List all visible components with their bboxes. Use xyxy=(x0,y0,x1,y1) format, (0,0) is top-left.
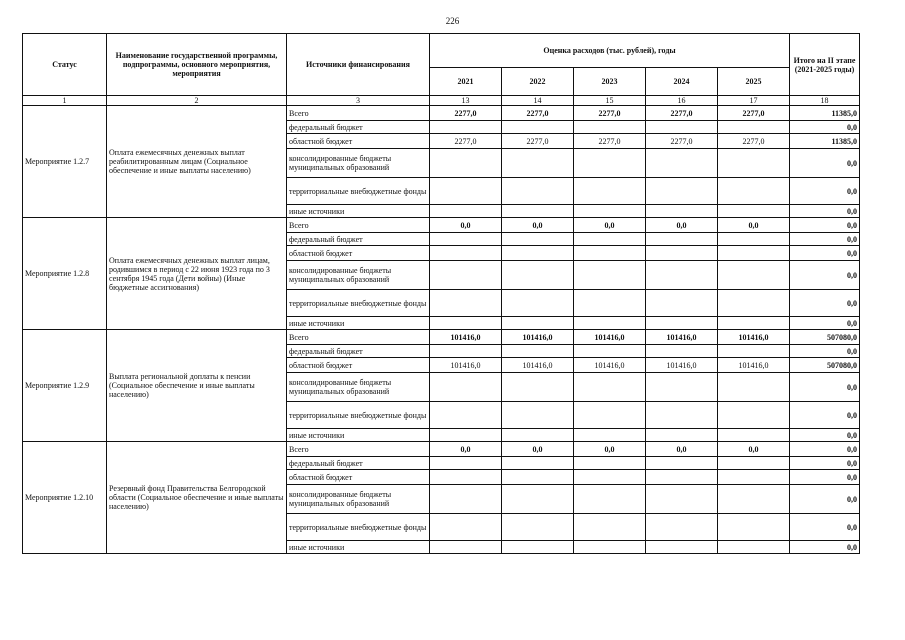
year-value: 0,0 xyxy=(502,218,574,233)
year-value xyxy=(502,402,574,429)
funding-source: территориальные внебюджетные фонды xyxy=(287,290,430,317)
year-value xyxy=(430,290,502,317)
year-value: 101416,0 xyxy=(574,358,646,373)
year-value xyxy=(718,205,790,218)
year-value xyxy=(718,290,790,317)
stage-total: 0,0 xyxy=(790,290,860,317)
column-index: 15 xyxy=(574,96,646,106)
year-value xyxy=(574,485,646,514)
year-value xyxy=(646,485,718,514)
funding-source: областной бюджет xyxy=(287,470,430,485)
year-value: 101416,0 xyxy=(646,358,718,373)
year-value xyxy=(574,205,646,218)
stage-total: 0,0 xyxy=(790,178,860,205)
stage-total: 0,0 xyxy=(790,429,860,442)
year-value: 101416,0 xyxy=(502,330,574,345)
year-value xyxy=(718,541,790,554)
measure-name: Оплата ежемесячных денежных выплат лицам, родившимся в период с 22 июня 1923 года по 3 сентября 1945 года (Дети войны) (Иные бюджетные ассигнования) xyxy=(107,218,287,330)
stage-total: 507080,0 xyxy=(790,358,860,373)
year-value: 2277,0 xyxy=(646,134,718,149)
year-value xyxy=(718,429,790,442)
year-value xyxy=(502,149,574,178)
stage-total: 0,0 xyxy=(790,246,860,261)
year-value xyxy=(646,178,718,205)
funding-source: иные источники xyxy=(287,541,430,554)
year-value xyxy=(430,470,502,485)
year-value xyxy=(646,345,718,358)
stage-total: 0,0 xyxy=(790,442,860,457)
year-value xyxy=(574,457,646,470)
year-value xyxy=(574,233,646,246)
funding-source: федеральный бюджет xyxy=(287,233,430,246)
year-value: 101416,0 xyxy=(718,358,790,373)
stage-total: 11385,0 xyxy=(790,134,860,149)
year-value: 101416,0 xyxy=(502,358,574,373)
funding-source: областной бюджет xyxy=(287,246,430,261)
year-value: 0,0 xyxy=(718,218,790,233)
year-value: 2277,0 xyxy=(574,106,646,121)
year-value xyxy=(430,457,502,470)
table-row xyxy=(23,330,860,345)
table-row xyxy=(23,106,860,121)
year-value: 2277,0 xyxy=(718,134,790,149)
funding-source: территориальные внебюджетные фонды xyxy=(287,402,430,429)
year-value xyxy=(718,121,790,134)
funding-source: консолидированные бюджеты муниципальных образований xyxy=(287,149,430,178)
year-value: 101416,0 xyxy=(718,330,790,345)
column-index: 16 xyxy=(646,96,718,106)
year-value xyxy=(718,373,790,402)
year-value xyxy=(646,246,718,261)
year-value xyxy=(646,233,718,246)
year-value xyxy=(430,317,502,330)
year-value: 0,0 xyxy=(502,442,574,457)
header-year: 2022 xyxy=(502,68,574,96)
budget-table xyxy=(22,33,860,554)
funding-source: консолидированные бюджеты муниципальных образований xyxy=(287,485,430,514)
funding-source: Всего xyxy=(287,218,430,233)
header-status: Статус xyxy=(23,34,107,96)
year-value: 2277,0 xyxy=(502,106,574,121)
year-value xyxy=(502,261,574,290)
year-value xyxy=(502,246,574,261)
year-value xyxy=(574,261,646,290)
measure-name: Выплата региональной доплаты к пенсии (Социальное обеспечение и иные выплаты населению) xyxy=(107,330,287,442)
header-year: 2021 xyxy=(430,68,502,96)
stage-total: 0,0 xyxy=(790,205,860,218)
year-value xyxy=(502,345,574,358)
funding-source: федеральный бюджет xyxy=(287,345,430,358)
year-value: 0,0 xyxy=(430,218,502,233)
column-index: 1 xyxy=(23,96,107,106)
funding-source: федеральный бюджет xyxy=(287,457,430,470)
year-value xyxy=(574,345,646,358)
year-value xyxy=(502,541,574,554)
year-value xyxy=(502,205,574,218)
year-value xyxy=(718,402,790,429)
year-value xyxy=(574,373,646,402)
column-index: 2 xyxy=(107,96,287,106)
year-value: 2277,0 xyxy=(574,134,646,149)
stage-total: 0,0 xyxy=(790,261,860,290)
stage-total: 0,0 xyxy=(790,149,860,178)
year-value xyxy=(646,429,718,442)
year-value xyxy=(718,317,790,330)
year-value xyxy=(646,121,718,134)
table-row xyxy=(23,442,860,457)
year-value: 0,0 xyxy=(646,218,718,233)
funding-source: областной бюджет xyxy=(287,358,430,373)
funding-source: иные источники xyxy=(287,429,430,442)
year-value: 0,0 xyxy=(646,442,718,457)
year-value xyxy=(502,514,574,541)
measure-status: Мероприятие 1.2.7 xyxy=(23,106,107,218)
year-value: 0,0 xyxy=(574,218,646,233)
funding-source: областной бюджет xyxy=(287,134,430,149)
measure-name: Резервный фонд Правительства Белгородской области (Социальное обеспечение и иные выплаты населению) xyxy=(107,442,287,554)
funding-source: Всего xyxy=(287,442,430,457)
year-value xyxy=(646,470,718,485)
year-value xyxy=(430,178,502,205)
year-value xyxy=(430,485,502,514)
year-value: 101416,0 xyxy=(430,358,502,373)
funding-source: консолидированные бюджеты муниципальных образований xyxy=(287,261,430,290)
measure-status: Мероприятие 1.2.8 xyxy=(23,218,107,330)
year-value xyxy=(646,261,718,290)
year-value xyxy=(502,178,574,205)
year-value xyxy=(646,541,718,554)
table-body xyxy=(23,96,860,554)
header-year: 2023 xyxy=(574,68,646,96)
year-value xyxy=(502,373,574,402)
year-value xyxy=(502,290,574,317)
year-value xyxy=(574,429,646,442)
year-value xyxy=(574,178,646,205)
year-value xyxy=(430,149,502,178)
header-total: Итого на II этапе (2021-2025 годы) xyxy=(790,34,860,96)
funding-source: консолидированные бюджеты муниципальных образований xyxy=(287,373,430,402)
funding-source: федеральный бюджет xyxy=(287,121,430,134)
year-value xyxy=(574,317,646,330)
year-value: 0,0 xyxy=(718,442,790,457)
measure-status: Мероприятие 1.2.10 xyxy=(23,442,107,554)
year-value xyxy=(646,317,718,330)
year-value xyxy=(430,429,502,442)
year-value xyxy=(718,457,790,470)
year-value xyxy=(646,373,718,402)
year-value xyxy=(718,246,790,261)
year-value xyxy=(574,514,646,541)
column-index-row xyxy=(23,96,860,106)
year-value xyxy=(646,457,718,470)
year-value xyxy=(718,233,790,246)
year-value: 101416,0 xyxy=(430,330,502,345)
year-value xyxy=(574,402,646,429)
year-value xyxy=(646,402,718,429)
year-value xyxy=(502,457,574,470)
year-value xyxy=(502,317,574,330)
column-index: 17 xyxy=(718,96,790,106)
stage-total: 0,0 xyxy=(790,233,860,246)
year-value xyxy=(430,402,502,429)
year-value xyxy=(502,233,574,246)
year-value xyxy=(430,233,502,246)
year-value: 2277,0 xyxy=(430,106,502,121)
year-value xyxy=(646,149,718,178)
funding-source: иные источники xyxy=(287,205,430,218)
year-value xyxy=(502,485,574,514)
column-index: 14 xyxy=(502,96,574,106)
year-value: 101416,0 xyxy=(646,330,718,345)
year-value xyxy=(502,121,574,134)
year-value: 2277,0 xyxy=(646,106,718,121)
year-value xyxy=(718,345,790,358)
year-value xyxy=(574,290,646,317)
year-value xyxy=(718,470,790,485)
funding-source: иные источники xyxy=(287,317,430,330)
year-value xyxy=(430,205,502,218)
funding-source: Всего xyxy=(287,330,430,345)
year-value: 2277,0 xyxy=(718,106,790,121)
year-value xyxy=(430,261,502,290)
column-index: 3 xyxy=(287,96,430,106)
funding-source: Всего xyxy=(287,106,430,121)
stage-total: 0,0 xyxy=(790,345,860,358)
stage-total: 0,0 xyxy=(790,541,860,554)
header-name: Наименование государственной программы, подпрограммы, основного мероприятия, мероприятия xyxy=(107,34,287,96)
year-value xyxy=(574,246,646,261)
year-value: 0,0 xyxy=(430,442,502,457)
year-value xyxy=(502,470,574,485)
stage-total: 0,0 xyxy=(790,470,860,485)
year-value xyxy=(574,470,646,485)
stage-total: 0,0 xyxy=(790,317,860,330)
year-value: 101416,0 xyxy=(574,330,646,345)
header-year: 2024 xyxy=(646,68,718,96)
table-row xyxy=(23,218,860,233)
year-value xyxy=(574,149,646,178)
year-value xyxy=(646,290,718,317)
stage-total: 0,0 xyxy=(790,402,860,429)
stage-total: 0,0 xyxy=(790,373,860,402)
year-value xyxy=(718,178,790,205)
year-value xyxy=(430,345,502,358)
year-value xyxy=(502,429,574,442)
stage-total: 0,0 xyxy=(790,218,860,233)
measure-name: Оплата ежемесячных денежных выплат реабилитированным лицам (Социальное обеспечение и иные выплаты населению) xyxy=(107,106,287,218)
funding-source: территориальные внебюджетные фонды xyxy=(287,514,430,541)
measure-status: Мероприятие 1.2.9 xyxy=(23,330,107,442)
header-year: 2025 xyxy=(718,68,790,96)
year-value xyxy=(430,121,502,134)
year-value xyxy=(430,514,502,541)
header-estimate: Оценка расходов (тыс. рублей), годы xyxy=(430,34,790,68)
column-index: 13 xyxy=(430,96,502,106)
year-value xyxy=(718,514,790,541)
column-index: 18 xyxy=(790,96,860,106)
year-value xyxy=(430,246,502,261)
stage-total: 0,0 xyxy=(790,121,860,134)
stage-total: 0,0 xyxy=(790,485,860,514)
year-value xyxy=(718,261,790,290)
stage-total: 507080,0 xyxy=(790,330,860,345)
year-value xyxy=(646,205,718,218)
stage-total: 0,0 xyxy=(790,514,860,541)
page-number: 226 xyxy=(445,16,460,26)
year-value xyxy=(430,541,502,554)
year-value xyxy=(430,373,502,402)
stage-total: 11385,0 xyxy=(790,106,860,121)
stage-total: 0,0 xyxy=(790,457,860,470)
year-value xyxy=(574,121,646,134)
year-value xyxy=(574,541,646,554)
year-value: 2277,0 xyxy=(430,134,502,149)
year-value: 0,0 xyxy=(574,442,646,457)
header-sources: Источники финансирования xyxy=(287,34,430,96)
year-value xyxy=(718,149,790,178)
year-value: 2277,0 xyxy=(502,134,574,149)
funding-source: территориальные внебюджетные фонды xyxy=(287,178,430,205)
year-value xyxy=(646,514,718,541)
year-value xyxy=(718,485,790,514)
